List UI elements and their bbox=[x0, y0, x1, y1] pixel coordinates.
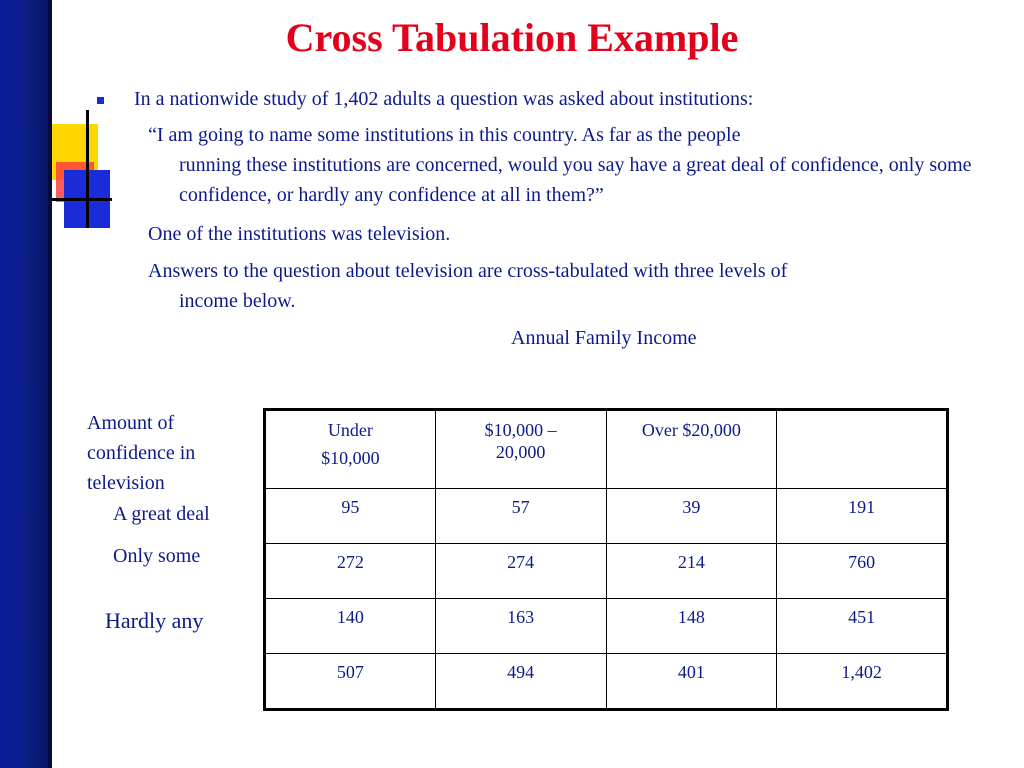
row-label-only-some: Only some bbox=[113, 545, 201, 567]
decorative-color-blocks bbox=[52, 110, 122, 230]
quote-continuation: running these institutions are concerned, would you say have a great deal of confidence, only some confidence, or hardly any confidence at all in them?” bbox=[179, 154, 972, 206]
slide-title: Cross Tabulation Example bbox=[285, 15, 739, 60]
table-cell: 451 bbox=[777, 599, 948, 654]
header-text: $10,000 – bbox=[484, 420, 557, 440]
header-text: $10,000 bbox=[321, 448, 380, 468]
quote-text bbox=[148, 120, 978, 210]
table-cell: 148 bbox=[606, 599, 777, 654]
row-label-hardly-any: Hardly any bbox=[105, 608, 204, 633]
table-cell: 760 bbox=[777, 544, 948, 599]
table-cell: 214 bbox=[606, 544, 777, 599]
header-cell bbox=[435, 410, 606, 489]
table-cell: 191 bbox=[777, 489, 948, 544]
table-cell: 163 bbox=[435, 599, 606, 654]
table-cell: 272 bbox=[265, 544, 436, 599]
answers-line-1: Answers to the question about television are cross-tabulated with three levels of bbox=[148, 260, 788, 282]
row-label-great-deal: A great deal bbox=[113, 503, 210, 525]
quote-line-1: “I am going to name some institutions in this country. As far as the people bbox=[148, 124, 741, 146]
header-cell bbox=[777, 410, 948, 489]
institution-note: One of the institutions was television. bbox=[148, 223, 451, 245]
table-cell: 494 bbox=[435, 654, 606, 710]
table-cell: 274 bbox=[435, 544, 606, 599]
table-row bbox=[265, 654, 948, 710]
table-cell: 95 bbox=[265, 489, 436, 544]
horizontal-line bbox=[52, 198, 112, 201]
answers-continuation: income below. bbox=[179, 290, 296, 312]
header-cell bbox=[265, 410, 436, 489]
cross-tab-table bbox=[263, 408, 949, 711]
header-text: 20,000 bbox=[495, 442, 546, 462]
header-text: Under bbox=[327, 420, 373, 440]
table-cell: 140 bbox=[265, 599, 436, 654]
table-row bbox=[265, 544, 948, 599]
table-cell: 57 bbox=[435, 489, 606, 544]
header-text: Over $20,000 bbox=[641, 420, 741, 440]
left-decorative-bar bbox=[0, 0, 50, 768]
table-header-row bbox=[265, 410, 948, 489]
column-caption: Annual Family Income bbox=[511, 327, 697, 349]
table-cell: 39 bbox=[606, 489, 777, 544]
table-row bbox=[265, 599, 948, 654]
intro-text: In a nationwide study of 1,402 adults a question was asked about institutions: bbox=[134, 88, 754, 110]
bullet-square-icon bbox=[97, 97, 104, 104]
header-cell bbox=[606, 410, 777, 489]
vertical-line bbox=[86, 110, 89, 228]
row-heading: Amount of confidence in television bbox=[87, 412, 196, 494]
table-cell: 1,402 bbox=[777, 654, 948, 710]
table-cell: 401 bbox=[606, 654, 777, 710]
answers-text bbox=[148, 256, 978, 316]
table-row bbox=[265, 489, 948, 544]
table-cell: 507 bbox=[265, 654, 436, 710]
